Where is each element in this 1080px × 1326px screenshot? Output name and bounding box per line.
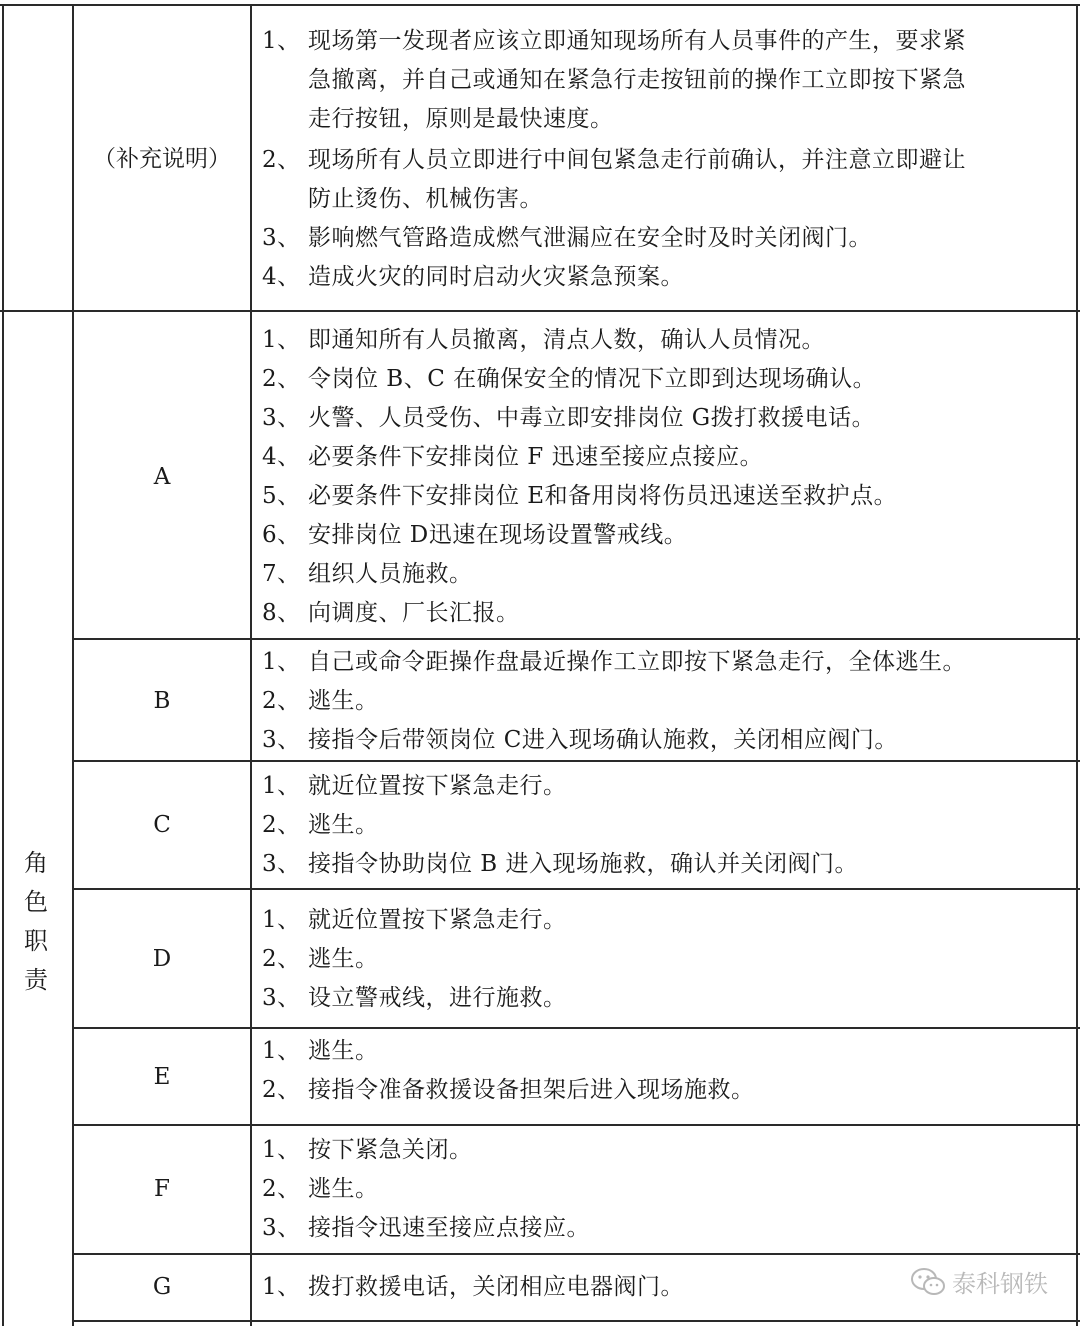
item-number: 6、: [262, 522, 301, 548]
list-item: [262, 516, 687, 555]
item-number: 1、: [262, 907, 301, 933]
column-divider: [72, 4, 74, 1326]
row-divider: [72, 888, 1080, 890]
column-divider: [250, 4, 252, 1326]
role-id-a: A: [153, 464, 171, 490]
watermark-text: 泰科钢铁: [952, 1270, 1048, 1298]
item-number: 2、: [262, 147, 301, 173]
item-number: 8、: [262, 600, 301, 626]
row-divider: [72, 1320, 1080, 1322]
item-text: 防止烫伤、机械伤害。: [308, 186, 543, 212]
role-id-d: D: [152, 946, 172, 972]
item-text: 火警、人员受伤、中毒立即安排岗位 G拨打救援电话。: [308, 405, 876, 431]
role-id-e: E: [153, 1064, 171, 1090]
item-text: 接指令迅速至接应点接应。: [308, 1215, 590, 1241]
row-divider: [72, 1253, 1080, 1255]
item-number: 1、: [262, 773, 301, 799]
item-number: 1、: [262, 28, 301, 54]
item-text: 现场第一发现者应该立即通知现场所有人员事件的产生，要求紧: [308, 28, 966, 54]
item-text: 走行按钮，原则是最快速度。: [308, 106, 614, 132]
table-right-border: [1076, 4, 1078, 1326]
list-item: [262, 643, 966, 682]
item-number: 3、: [262, 727, 301, 753]
item-number: 3、: [262, 851, 301, 877]
list-item: [262, 845, 858, 884]
row-divider: [72, 1124, 1080, 1126]
list-item: [262, 594, 520, 633]
item-text: 现场所有人员立即进行中间包紧急走行前确认，并注意立即避让: [308, 147, 966, 173]
item-number: 7、: [262, 561, 301, 587]
item-text: 影响燃气管路造成燃气泄漏应在安全时及时关闭阀门。: [308, 225, 872, 251]
role-id-c: C: [153, 812, 171, 838]
wechat-icon: [910, 1267, 946, 1297]
item-number: 1、: [262, 327, 301, 353]
item-text: 必要条件下安排岗位 E和备用岗将伤员迅速送至救护点。: [308, 483, 898, 509]
list-item: [262, 1170, 379, 1209]
item-text: 拨打救援电话，关闭相应电器阀门。: [308, 1274, 684, 1300]
item-text: 逃生。: [308, 1176, 379, 1202]
item-text: 设立警戒线，进行施救。: [308, 985, 567, 1011]
list-item: [262, 721, 898, 760]
item-number: 2、: [262, 688, 301, 714]
item-text: 按下紧急关闭。: [308, 1137, 473, 1163]
list-item: [262, 321, 825, 360]
item-number: 2、: [262, 366, 301, 392]
item-text: 就近位置按下紧急走行。: [308, 773, 567, 799]
item-text: 逃生。: [308, 1038, 379, 1064]
item-text: 急撤离，并自己或通知在紧急行走按钮前的操作工立即按下紧急: [308, 67, 966, 93]
item-text: 逃生。: [308, 688, 379, 714]
item-text: 逃生。: [308, 812, 379, 838]
table-top-border: [0, 4, 1080, 6]
item-number: 1、: [262, 1137, 301, 1163]
list-item: [262, 901, 567, 940]
item-number: 2、: [262, 1077, 301, 1103]
list-item: [262, 1032, 379, 1071]
roles-label-char: 职: [24, 927, 48, 955]
item-text: 组织人员施救。: [308, 561, 473, 587]
item-number: 4、: [262, 264, 301, 290]
item-text: 造成火灾的同时启动火灾紧急预案。: [308, 264, 684, 290]
item-text: 接指令准备救援设备担架后进入现场施救。: [308, 1077, 755, 1103]
role-id-b: B: [153, 688, 171, 714]
item-text: 必要条件下安排岗位 F 迅速至接应点接应。: [308, 444, 764, 470]
watermark: [910, 1264, 1048, 1299]
list-item: [262, 940, 379, 979]
item-number: 2、: [262, 812, 301, 838]
list-item: [262, 682, 379, 721]
item-number: 3、: [262, 225, 301, 251]
list-item: [262, 1209, 590, 1248]
list-item: [262, 806, 379, 845]
role-id-g: G: [152, 1274, 172, 1300]
list-item: [262, 1071, 755, 1110]
row-divider: [72, 760, 1080, 762]
list-item: [262, 477, 897, 516]
item-text: 安排岗位 D迅速在现场设置警戒线。: [308, 522, 688, 548]
list-item: [262, 360, 876, 399]
item-number: 4、: [262, 444, 301, 470]
item-text: 令岗位 B、C 在确保安全的情况下立即到达现场确认。: [308, 366, 877, 392]
item-number: 3、: [262, 405, 301, 431]
row-divider: [72, 638, 1080, 640]
item-text: 就近位置按下紧急走行。: [308, 907, 567, 933]
row-divider: [0, 310, 1080, 312]
roles-label-char: 责: [24, 966, 48, 994]
list-item: [262, 767, 567, 806]
list-item: [262, 555, 473, 594]
item-number: 2、: [262, 1176, 301, 1202]
list-item: [262, 979, 567, 1018]
item-number: 3、: [262, 985, 301, 1011]
item-text: 即通知所有人员撤离，清点人数，确认人员情况。: [308, 327, 825, 353]
item-number: 5、: [262, 483, 301, 509]
table-left-border: [2, 4, 4, 1326]
roles-label-char: 角: [24, 849, 48, 877]
item-text: 接指令协助岗位 B 进入现场施救，确认并关闭阀门。: [308, 851, 859, 877]
item-number: 1、: [262, 1038, 301, 1064]
item-text: 接指令后带领岗位 C进入现场确认施救，关闭相应阀门。: [308, 727, 898, 753]
item-text: 向调度、厂长汇报。: [308, 600, 520, 626]
roles-label-char: 色: [24, 888, 48, 916]
item-text: 逃生。: [308, 946, 379, 972]
roles-label: [18, 844, 54, 1000]
item-number: 1、: [262, 649, 301, 675]
item-number: 3、: [262, 1215, 301, 1241]
row-divider: [72, 1027, 1080, 1029]
list-item: [262, 438, 763, 477]
supplement-label: （补充说明）: [93, 146, 231, 172]
list-item: [262, 1268, 684, 1307]
list-item: [262, 399, 875, 438]
item-text: 自己或命令距操作盘最近操作工立即按下紧急走行，全体逃生。: [308, 649, 966, 675]
item-number: 2、: [262, 946, 301, 972]
list-item: [262, 1131, 473, 1170]
role-id-f: F: [154, 1176, 170, 1202]
item-number: 1、: [262, 1274, 301, 1300]
